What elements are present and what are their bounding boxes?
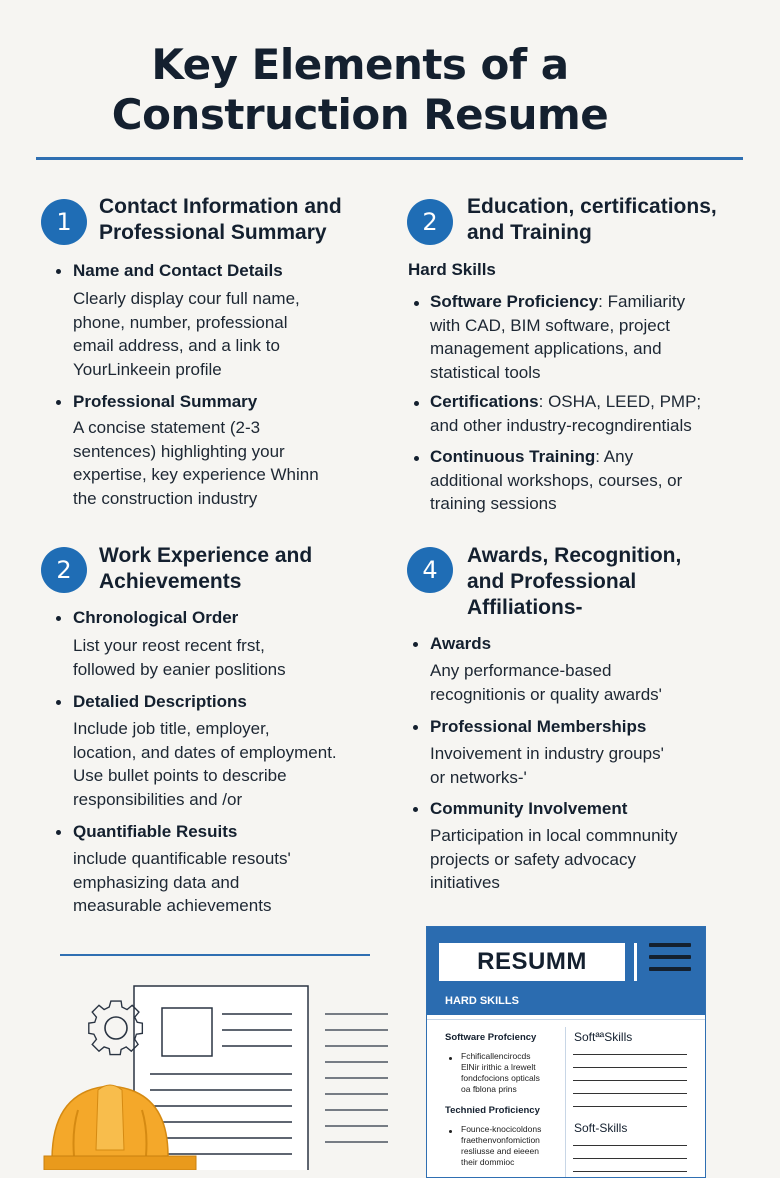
placeholder-line [573, 1106, 687, 1107]
resume-card-name: RESUMM [439, 943, 625, 981]
section-2-item [430, 390, 701, 437]
text-line: : Any [595, 447, 634, 466]
section-2-subheading: Hard Skills [408, 260, 496, 279]
section-3-item-heading: Quantifiable Resuits [73, 822, 238, 841]
resume-card-left-text [461, 1051, 540, 1095]
text-line: Include job title, employer, [73, 719, 270, 738]
resume-card-right-heading: Soft-Skills [574, 1121, 628, 1135]
section-4-item-text [430, 742, 664, 789]
text-line: measurable achievements [73, 896, 272, 915]
text-line: oa fblona prins [461, 1084, 517, 1094]
placeholder-line [573, 1054, 687, 1055]
resume-card-left-heading: Technied Proficiency [445, 1105, 540, 1116]
text-line: recognitionis or quality awards' [430, 684, 662, 704]
section-4-title-line: and Professional [467, 570, 637, 593]
text-line: responsibilities and /or [73, 789, 243, 809]
placeholder-line [573, 1067, 687, 1068]
section-2-title-line: Education, certifications, [467, 195, 717, 218]
text-line: the construction industry [73, 488, 258, 508]
side-lines [325, 1014, 388, 1142]
section-1-title [99, 194, 342, 246]
resume-card-band-label: HARD SKILLS [445, 995, 519, 1007]
text-line: or networks-' [430, 767, 527, 787]
text-line: fondcfocions opticals [461, 1073, 540, 1083]
bullet-dot [414, 301, 419, 306]
section-4-item-heading: Professional Memberships [430, 717, 647, 736]
bullet-dot [449, 1057, 452, 1060]
section-2-item [430, 290, 685, 384]
text-line: : Familiarity [598, 292, 686, 311]
resume-card-separator [634, 943, 637, 981]
section-3-title-line: Achievements [99, 570, 242, 593]
section-4-title [467, 543, 681, 621]
section-4-item-text [430, 824, 678, 895]
section-3-item-text [73, 634, 286, 681]
section-4-item-text [430, 659, 662, 706]
text-line: sentences) highlighting your [73, 441, 285, 461]
text-line: Invoivement in industry groups' [430, 744, 664, 763]
text-line: management applications, and [430, 339, 662, 358]
text-line: resliusse and eieeen [461, 1146, 539, 1156]
section-4-item-heading: Community Involvement [430, 799, 628, 818]
section-1-title-line: Professional Summary [99, 221, 327, 244]
section-2-item-heading: Software Proficiency [430, 292, 599, 311]
text-line: phone, number, professional [73, 312, 288, 332]
section-1-number-badge: 1 [41, 199, 87, 245]
section-4-number-badge: 4 [407, 547, 453, 593]
resume-card-left-text [461, 1124, 541, 1168]
section-4-title-line: Affiliations- [467, 596, 583, 619]
section-3-item-heading: Detalied Descriptions [73, 692, 247, 711]
section-2-number-badge: 2 [407, 199, 453, 245]
section-3-title-line: Work Experience and [99, 544, 313, 567]
page-title [40, 40, 680, 140]
placeholder-line [573, 1145, 687, 1146]
section-2-item [430, 445, 682, 516]
text-line: include quantificable resouts' [73, 849, 291, 868]
section-2-title [467, 194, 717, 246]
section-3-number-badge: 2 [41, 547, 87, 593]
resume-card-left-heading: Software Profciency [445, 1032, 537, 1043]
text-line: ElNir irithic a lrewelt [461, 1062, 536, 1072]
text-line: Fchificallencirocds [461, 1051, 531, 1061]
resume-card [426, 926, 706, 1178]
section-1-item-text [73, 287, 300, 381]
section-4-item-heading: Awards [430, 634, 492, 653]
text-line: initiatives [430, 873, 500, 892]
section-1-title-line: Contact Information and [99, 195, 342, 218]
section-3-title [99, 543, 312, 595]
menu-icon [649, 943, 691, 979]
text-line: emphasizing data and [73, 872, 240, 892]
text-line: with CAD, BIM software, project [430, 315, 670, 335]
text-line: projects or safety advocacy [430, 849, 636, 869]
placeholder-line [573, 1171, 687, 1172]
placeholder-line [573, 1093, 687, 1094]
section-2-item-heading: Continuous Training [430, 447, 596, 466]
text-line: and other industry-recogndirentials [430, 415, 692, 435]
text-line: email address, and a link to [73, 336, 280, 355]
illustration-divider [60, 954, 370, 956]
resume-illustration [0, 960, 420, 1170]
page-title-line-1: Key Elements of a [151, 40, 569, 89]
text-line: location, and dates of employment. [73, 742, 337, 762]
text-line: Use bullet points to describe [73, 766, 287, 785]
text-line: Any performance-based [430, 661, 612, 680]
text-line: followed by eanier poslitions [73, 659, 286, 679]
text-line: : OSHA, LEED, PMP; [538, 392, 702, 411]
page-title-line-2: Construction Resume [111, 90, 609, 139]
section-4-title-line: Awards, Recognition, [467, 544, 682, 567]
text-line: Founce-knocicoldons [461, 1124, 542, 1134]
section-2-item-heading: Certifications [430, 392, 539, 411]
bullet-dot [414, 401, 419, 406]
title-divider [36, 157, 743, 160]
section-3-item-text [73, 847, 291, 918]
text-line: training sessions [430, 494, 557, 513]
text-line: additional workshops, courses, or [430, 470, 683, 490]
resume-card-right-heading: SoftªªSkills [574, 1030, 633, 1044]
text-line: expertise, key experience Whinn [73, 465, 319, 484]
section-1-item-heading: Name and Contact Details [73, 261, 283, 280]
text-line: statistical tools [430, 362, 541, 382]
section-2-title-line: and Training [467, 221, 592, 244]
text-line: their dommioc [461, 1157, 515, 1167]
section-1-item-text [73, 416, 319, 510]
placeholder-line [573, 1080, 687, 1081]
bullet-dot [449, 1130, 452, 1133]
text-line: A concise statement (2-3 [73, 418, 261, 437]
placeholder-line [573, 1158, 687, 1159]
section-1-item-heading: Professional Summary [73, 392, 258, 411]
text-line: Participation in local commnunity [430, 826, 678, 845]
section-3-item-heading: Chronological Order [73, 608, 239, 627]
text-line: List your reost recent frst, [73, 636, 265, 655]
section-3-item-text [73, 717, 337, 811]
resume-card-column-divider [565, 1027, 566, 1177]
text-line: fraethenvonfomiction [461, 1135, 540, 1145]
text-line: YourLinkeein profile [73, 359, 222, 379]
text-line: Clearly display cour full name, [73, 289, 300, 308]
bullet-dot [414, 456, 419, 461]
resume-card-divider [427, 1019, 705, 1020]
